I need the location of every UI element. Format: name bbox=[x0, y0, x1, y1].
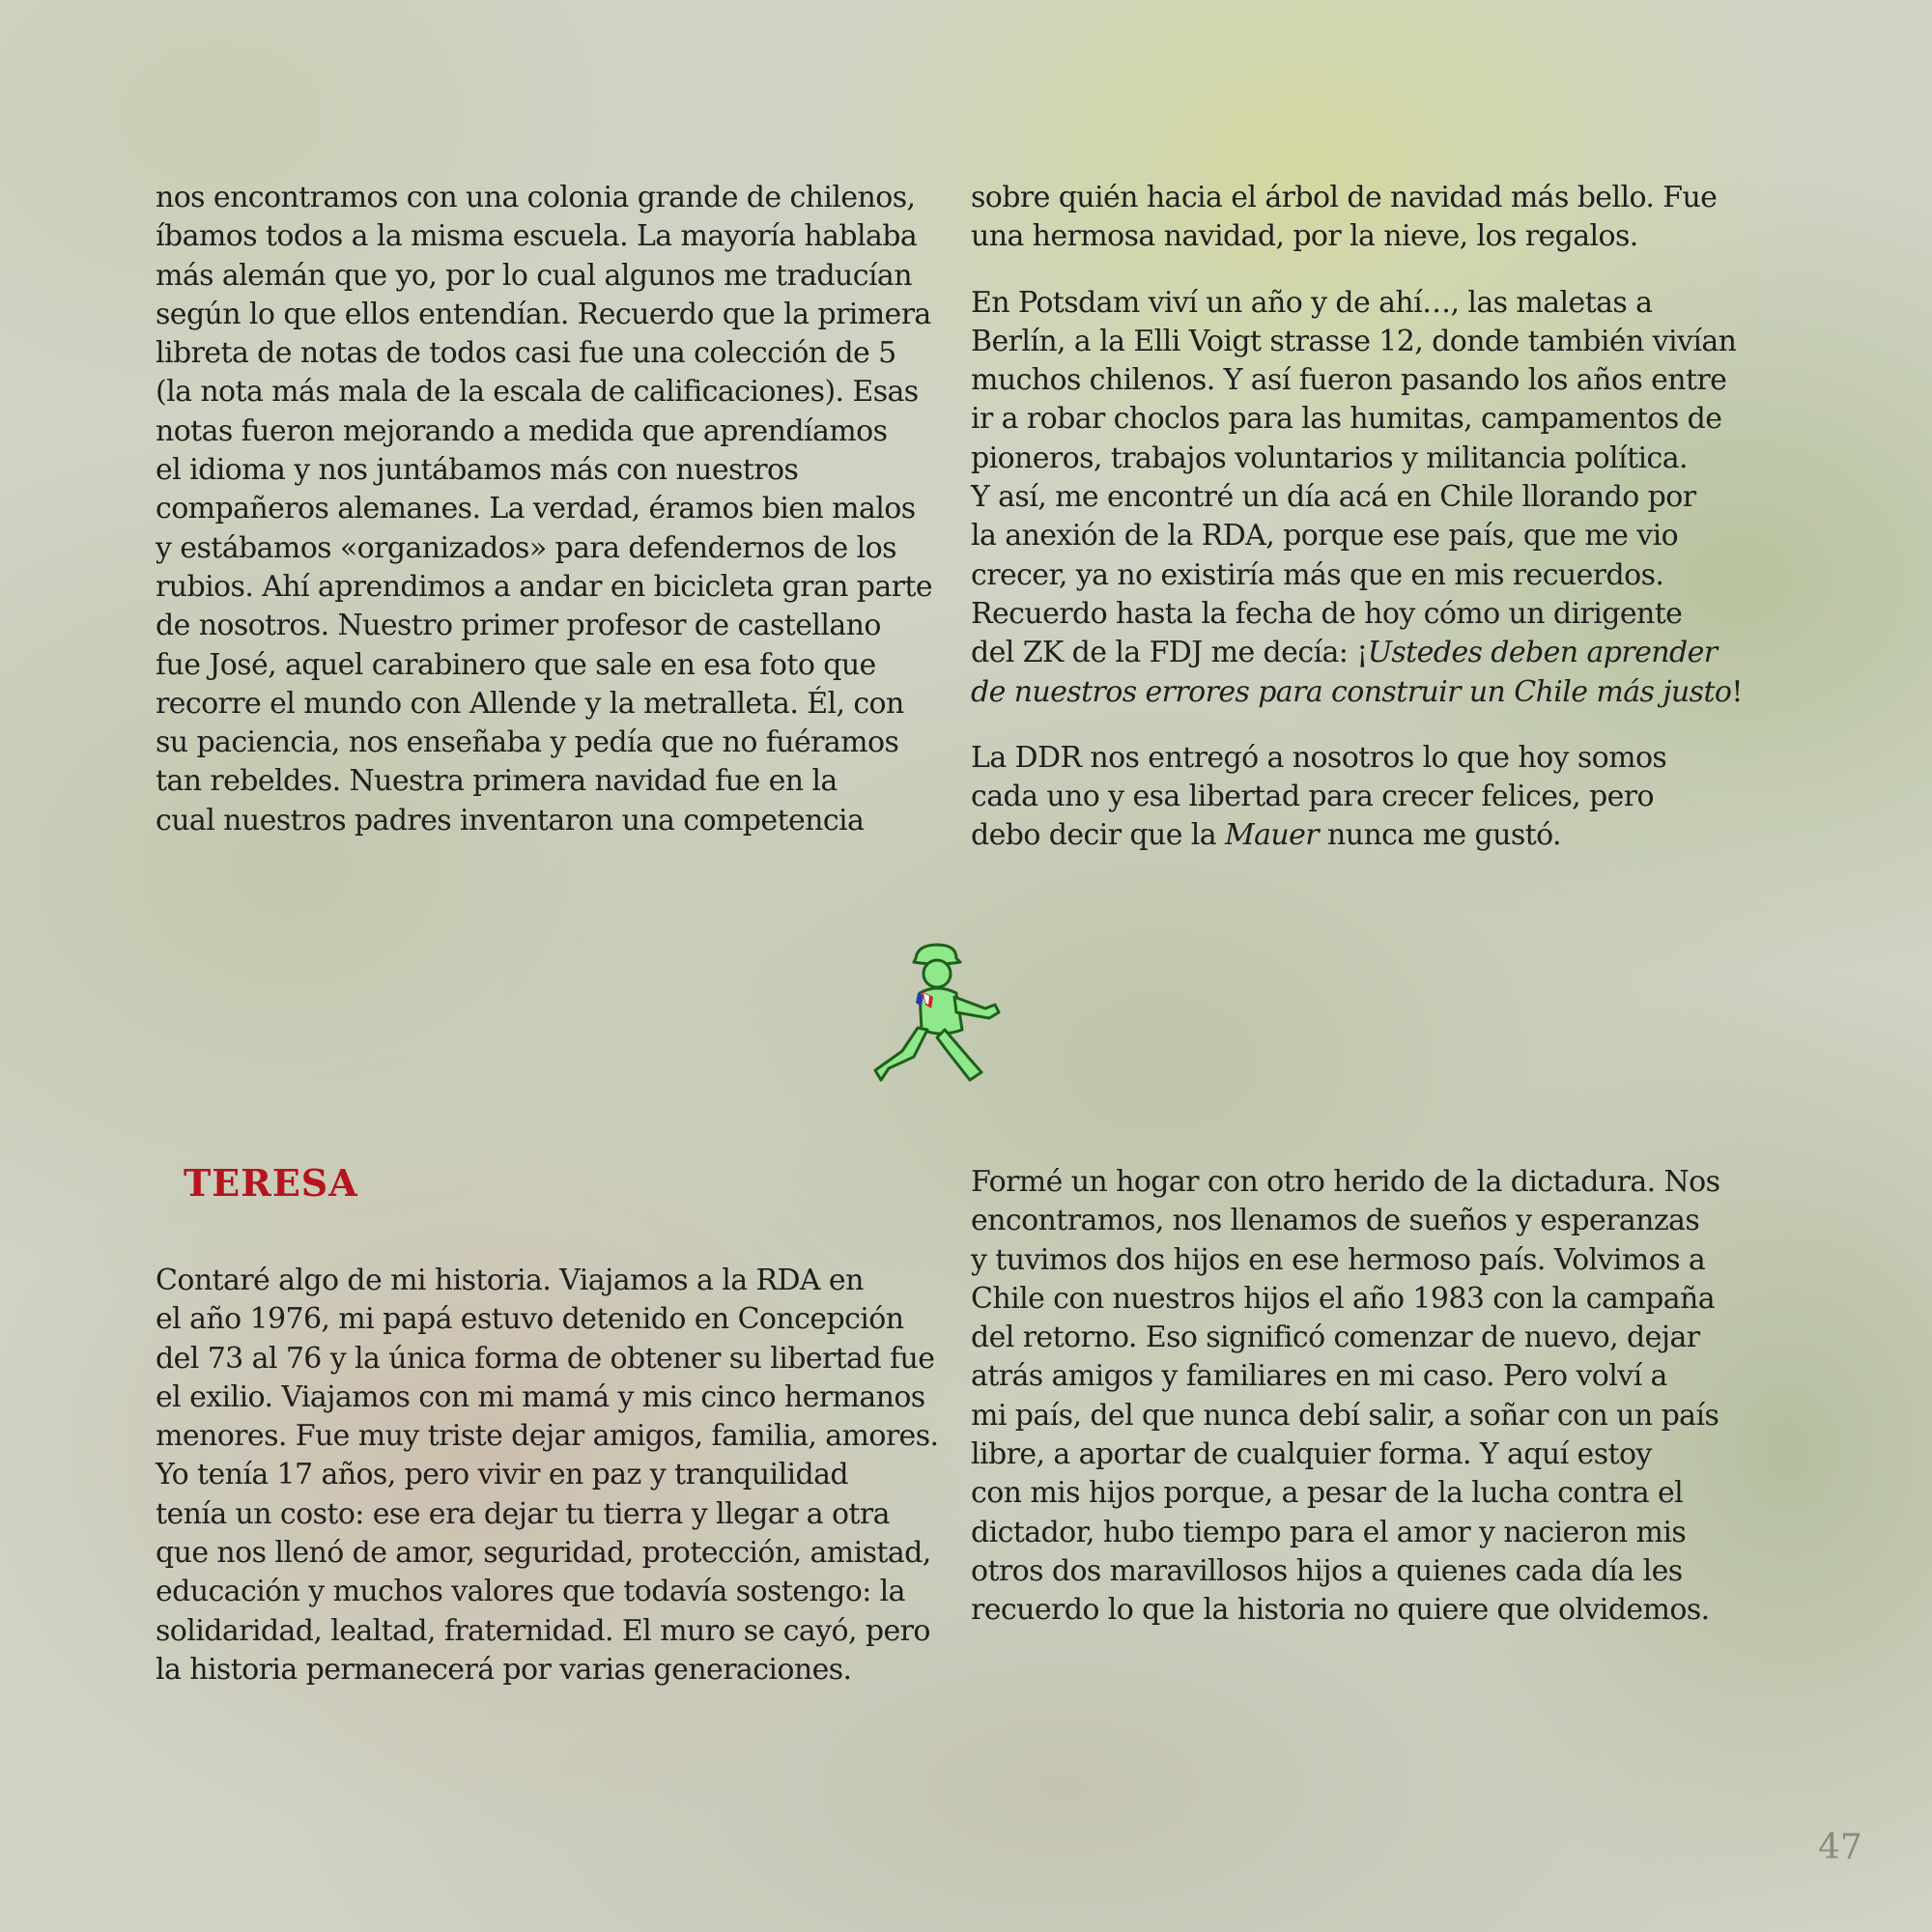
text-line: educación y muchos valores que todavía sostengo: la bbox=[156, 1575, 905, 1609]
text-line: crecer, ya no existiría más que en mis recuerdos. bbox=[971, 557, 1664, 592]
paragraph bbox=[156, 179, 948, 840]
text-line: ir a robar choclos para las humitas, campamentos de bbox=[971, 402, 1722, 437]
text-line: sobre quién hacia el árbol de navidad más bello. Fue bbox=[971, 181, 1718, 214]
text-line: una hermosa navidad, por la nieve, los regalos. bbox=[971, 219, 1638, 254]
text-line: cada uno y esa libertad para crecer felices, pero bbox=[971, 780, 1654, 814]
text-line: cual nuestros padres inventaron una competencia bbox=[156, 803, 865, 838]
text-line: Formé un hogar con otro herido de la dictadura. Nos bbox=[971, 1165, 1720, 1199]
text-line: dictador, hubo tiempo para el amor y nacieron mis bbox=[971, 1515, 1687, 1549]
text-line: según lo que ellos entendían. Recuerdo que la primera bbox=[156, 297, 931, 331]
paragraph bbox=[156, 1262, 948, 1690]
text-line: y tuvimos dos hijos en ese hermoso país. Volvimos a bbox=[971, 1242, 1706, 1277]
text-line: recuerdo lo que la historia no quiere que olvidemos. bbox=[971, 1593, 1710, 1628]
text-line: debo decir que la Mauer nunca me gustó. bbox=[971, 818, 1561, 853]
text-column-bottom-left bbox=[156, 1262, 948, 1690]
text-line: y estábamos «organizados» para defendernos de los bbox=[156, 530, 896, 565]
text-line: otros dos maravillosos hijos a quienes cada día les bbox=[971, 1553, 1683, 1588]
text-line: nos encontramos con una colonia grande de chilenos, bbox=[156, 181, 916, 214]
paragraph bbox=[971, 1163, 1773, 1631]
text-line: del 73 al 76 y la única forma de obtener su libertad fue bbox=[156, 1341, 935, 1376]
paragraph bbox=[971, 284, 1773, 712]
page-number: 47 bbox=[1818, 1828, 1862, 1867]
text-line: fue José, aquel carabinero que sale en esa foto que bbox=[156, 647, 876, 682]
text-line: solidaridad, lealtad, fraternidad. El muro se cayó, pero bbox=[156, 1613, 930, 1648]
text-line: la anexión de la RDA, porque ese país, que me vio bbox=[971, 519, 1679, 554]
text-line: de nuestros errores para construir un Chile más justo! bbox=[971, 674, 1743, 709]
text-line: atrás amigos y familiares en mi caso. Pero volví a bbox=[971, 1359, 1667, 1394]
text-line: La DDR nos entregó a nosotros lo que hoy somos bbox=[971, 740, 1667, 775]
text-line: Chile con nuestros hijos el año 1983 con la campaña bbox=[971, 1281, 1716, 1316]
text-line: tenía un costo: ese era dejar tu tierra y llegar a otra bbox=[156, 1496, 890, 1531]
text-line: el año 1976, mi papá estuvo detenido en Concepción bbox=[156, 1302, 904, 1337]
text-column-top-left bbox=[156, 179, 948, 840]
text-line: pioneros, trabajos voluntarios y militancia política. bbox=[971, 440, 1688, 475]
text-line: su paciencia, nos enseñaba y pedía que no fuéramos bbox=[156, 725, 899, 760]
text-line: Yo tenía 17 años, pero vivir en paz y tranquilidad bbox=[156, 1458, 848, 1492]
text-line: del ZK de la FDJ me decía: ¡Ustedes deben aprender bbox=[971, 636, 1718, 670]
text-line: de nosotros. Nuestro primer profesor de castellano bbox=[156, 609, 881, 643]
text-line: En Potsdam viví un año y de ahí…, las maletas a bbox=[971, 285, 1653, 320]
text-line: Recuerdo hasta la fecha de hoy cómo un dirigente bbox=[971, 596, 1683, 631]
text-line: íbamos todos a la misma escuela. La mayoría hablaba bbox=[156, 219, 918, 254]
text-line: libre, a aportar de cualquier forma. Y aquí estoy bbox=[971, 1437, 1652, 1472]
text-line: el exilio. Viajamos con mi mamá y mis cinco hermanos bbox=[156, 1379, 925, 1414]
paragraph bbox=[971, 739, 1773, 856]
text-line: libreta de notas de todos casi fue una colección de 5 bbox=[156, 336, 896, 371]
text-line: encontramos, nos llenamos de sueños y esperanzas bbox=[971, 1204, 1700, 1238]
text-line: mi país, del que nunca debí salir, a soñar con un país bbox=[971, 1398, 1719, 1433]
paragraph bbox=[971, 179, 1773, 257]
text-line: que nos llenó de amor, seguridad, protección, amistad, bbox=[156, 1536, 931, 1571]
text-column-top-right bbox=[971, 179, 1773, 856]
text-line: con mis hijos porque, a pesar de la lucha contra el bbox=[971, 1476, 1684, 1511]
ampelmann-walking-figure-icon bbox=[860, 937, 1014, 1092]
section-heading-teresa: TERESA bbox=[184, 1161, 358, 1205]
text-line: el idioma y nos juntábamos más con nuestros bbox=[156, 453, 799, 488]
text-line: tan rebeldes. Nuestra primera navidad fue en la bbox=[156, 764, 838, 799]
text-line: notas fueron mejorando a medida que aprendíamos bbox=[156, 413, 888, 448]
text-line: Berlín, a la Elli Voigt strasse 12, donde también vivían bbox=[971, 324, 1737, 358]
text-line: más alemán que yo, por lo cual algunos me traducían bbox=[156, 258, 912, 293]
text-line: Contaré algo de mi historia. Viajamos a la RDA en bbox=[156, 1264, 864, 1297]
text-line: la historia permanecerá por varias generaciones. bbox=[156, 1652, 852, 1687]
text-line: recorre el mundo con Allende y la metralleta. Él, con bbox=[156, 686, 904, 721]
text-line: (la nota más mala de la escala de calificaciones). Esas bbox=[156, 375, 919, 410]
text-line: del retorno. Eso significó comenzar de nuevo, dejar bbox=[971, 1321, 1700, 1355]
text-line: compañeros alemanes. La verdad, éramos bien malos bbox=[156, 492, 916, 526]
text-line: rubios. Ahí aprendimos a andar en bicicleta gran parte bbox=[156, 569, 933, 604]
text-line: menores. Fue muy triste dejar amigos, familia, amores. bbox=[156, 1419, 939, 1454]
text-line: Y así, me encontré un día acá en Chile llorando por bbox=[971, 480, 1696, 515]
text-column-bottom-right bbox=[971, 1163, 1773, 1631]
text-line: muchos chilenos. Y así fueron pasando los años entre bbox=[971, 363, 1727, 398]
